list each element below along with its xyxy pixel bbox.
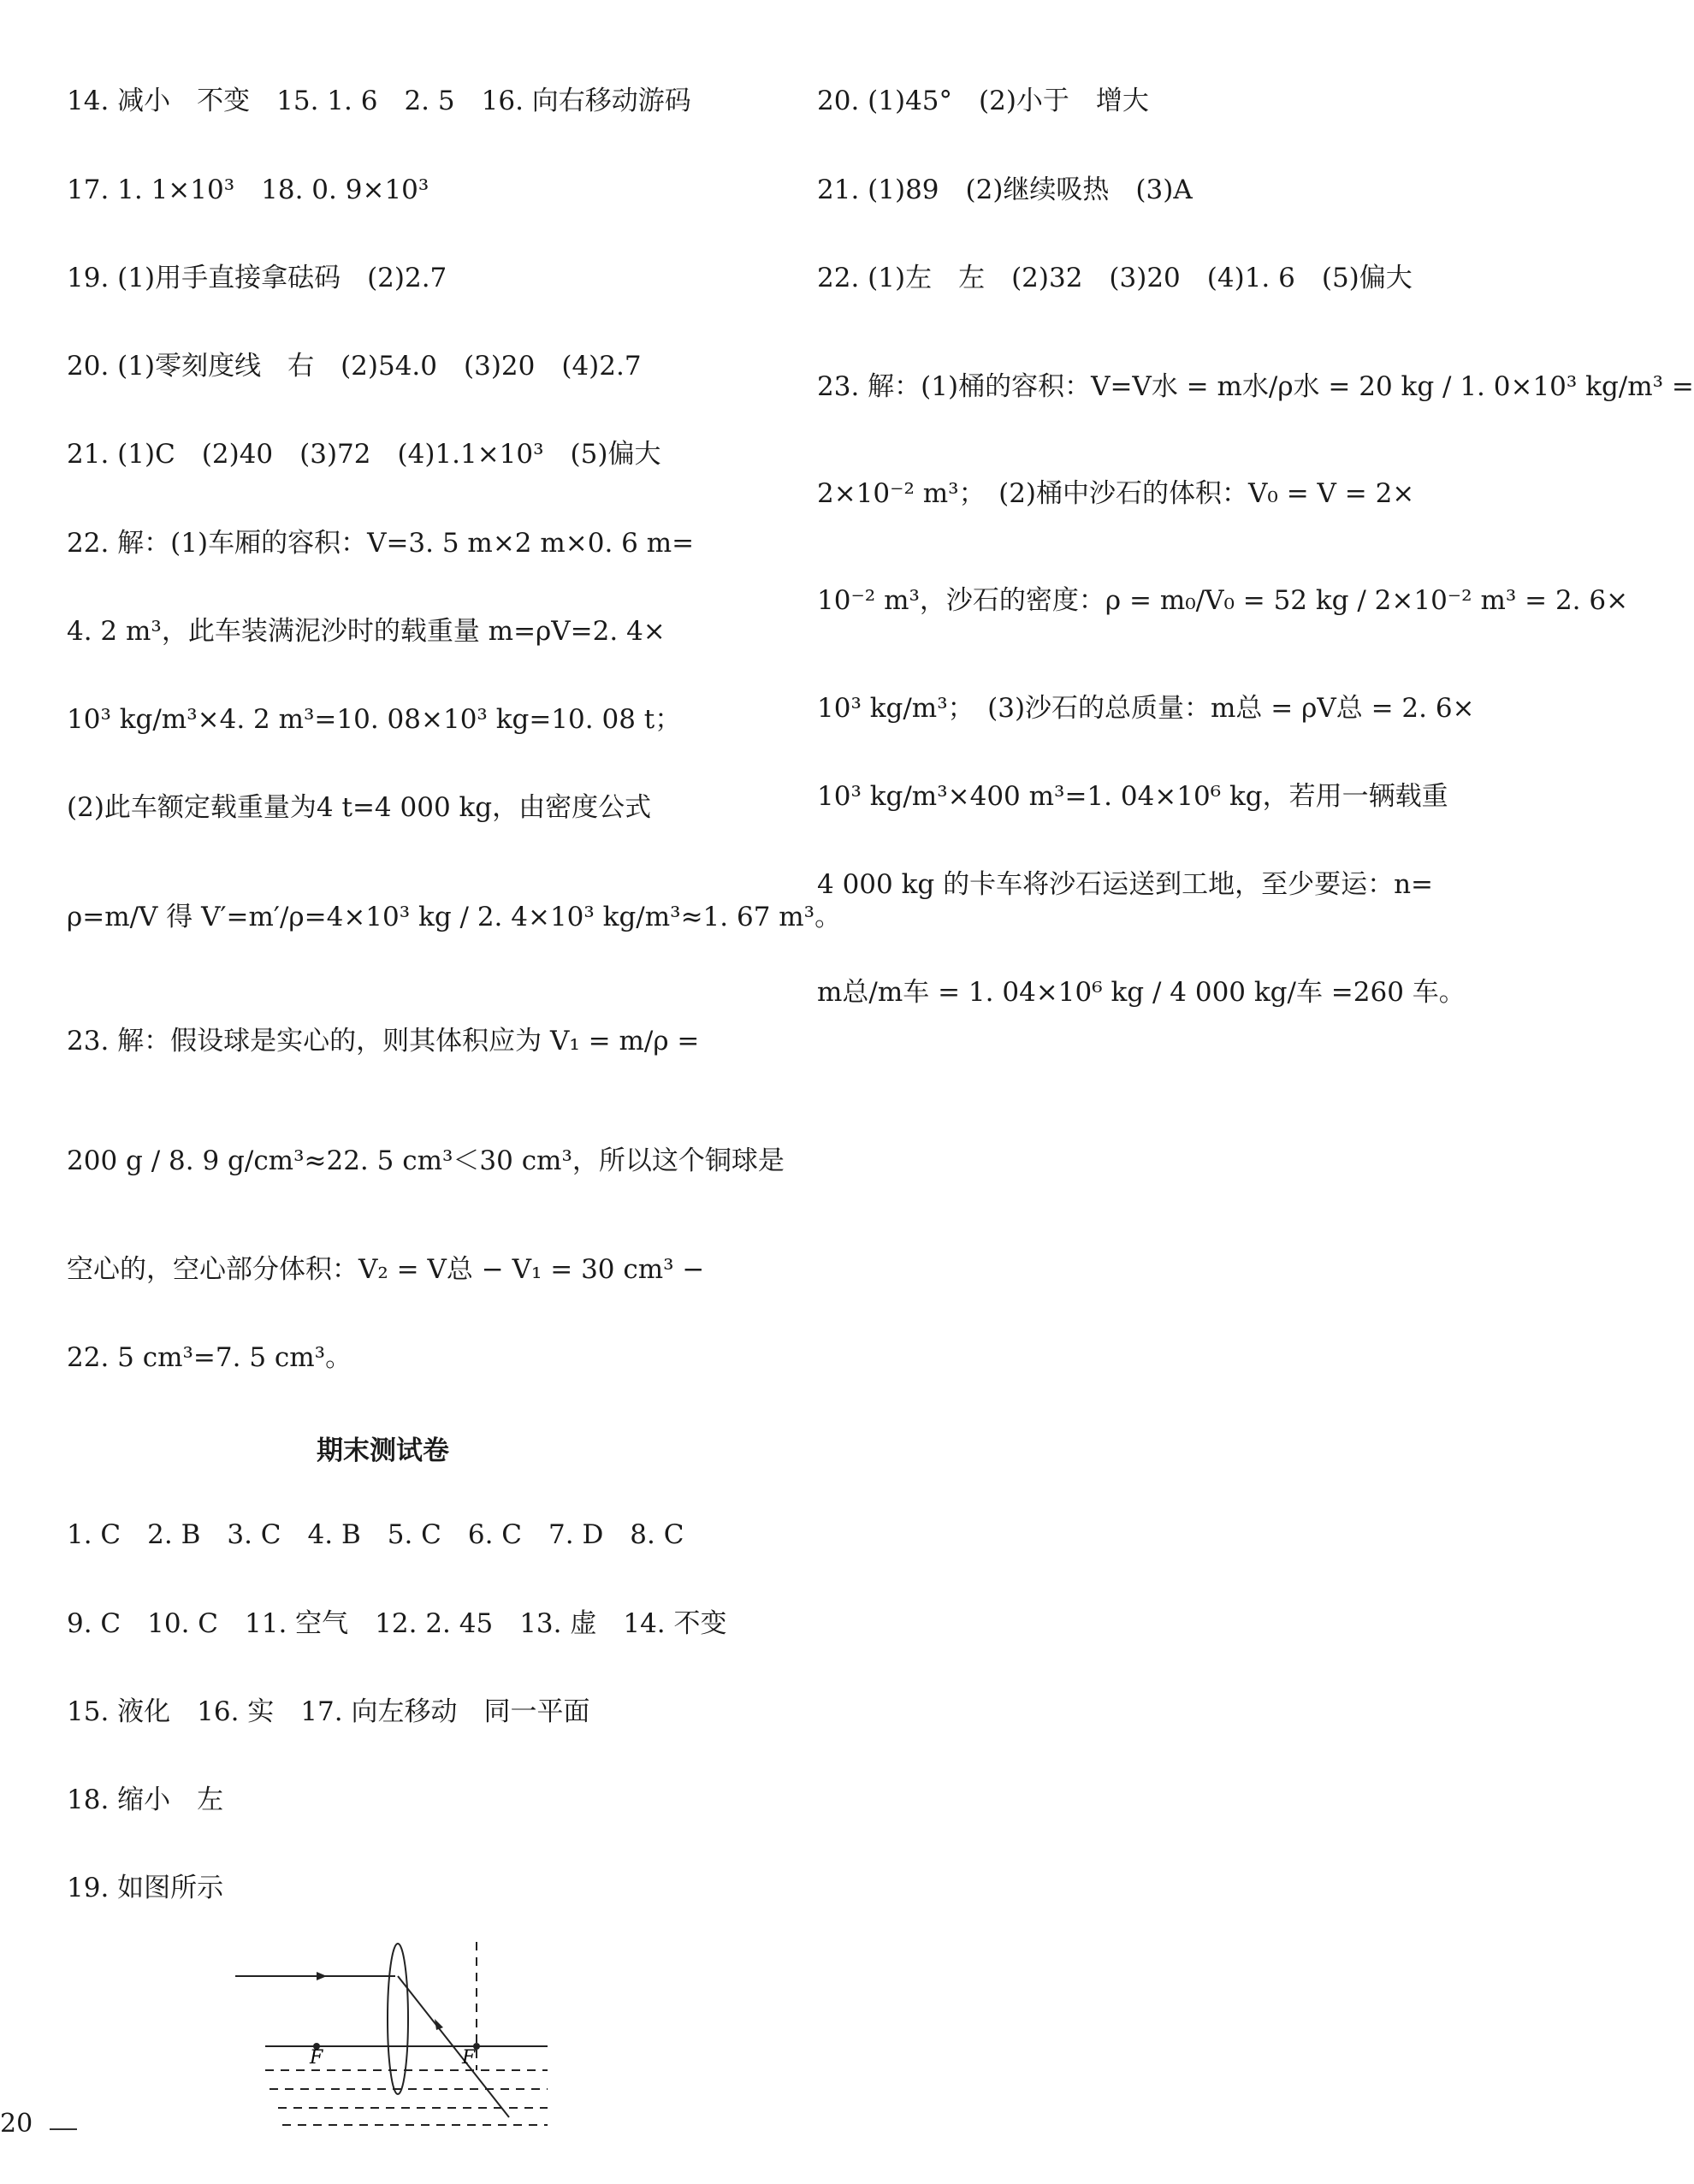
answer-line: 21. (1)89 (2)继续吸热 (3)A — [817, 175, 1193, 205]
answer-line: 20. (1)零刻度线 右 (2)54.0 (3)20 (4)2.7 — [67, 351, 642, 382]
answer-line: 19. (1)用手直接拿砝码 (2)2.7 — [67, 263, 447, 293]
solution-line: m总/m车 = 1. 04×10⁶ kg / 4 000 kg/车 =260 车。 — [817, 977, 1466, 1008]
convex-lens — [388, 1944, 408, 2094]
solution-line: 22. 5 cm³=7. 5 cm³。 — [67, 1342, 352, 1373]
arrow-icon — [435, 2019, 443, 2030]
solution-line: 22. 解：(1)车厢的容积：V=3. 5 m×2 m×0. 6 m= — [67, 528, 695, 559]
solution-line: 200 g / 8. 9 g/cm³≈22. 5 cm³＜30 cm³，所以这个铜球是 — [67, 1145, 785, 1176]
solution-line: 23. 解：(1)桶的容积：V=V水 = m水/ρ水 = 20 kg / 1. 0×10³ kg/m³ = — [817, 371, 1694, 402]
page-number: 20 — [0, 2109, 33, 2139]
answer-line: 1. C 2. B 3. C 4. B 5. C 6. C 7. D 8. C — [67, 1519, 684, 1550]
solution-line: 2×10⁻² m³； (2)桶中沙石的体积：V₀ = V = 2× — [817, 478, 1415, 509]
solution-line: 10⁻² m³，沙石的密度：ρ = m₀/V₀ = 52 kg / 2×10⁻² m³ = 2. 6× — [817, 585, 1629, 616]
solution-line: 10³ kg/m³； (3)沙石的总质量：m总 = ρV总 = 2. 6× — [817, 693, 1475, 724]
answer-line: 19. 如图所示 — [67, 1873, 224, 1903]
section-heading: 期末测试卷 — [317, 1435, 449, 1466]
answer-line: 21. (1)C (2)40 (3)72 (4)1.1×10³ (5)偏大 — [67, 439, 661, 470]
solution-line: 10³ kg/m³×400 m³=1. 04×10⁶ kg，若用一辆载重 — [817, 781, 1448, 812]
lens-diagram — [231, 1942, 556, 2130]
solution-line: (2)此车额定载重量为4 t=4 000 kg，由密度公式 — [67, 792, 652, 823]
answer-line: 20. (1)45° (2)小于 增大 — [817, 86, 1149, 116]
solution-line: 10³ kg/m³×4. 2 m³=10. 08×10³ kg=10. 08 t； — [67, 704, 682, 735]
solution-line: 4 000 kg 的卡车将沙石运送到工地，至少要运：n= — [817, 869, 1434, 900]
solution-line: 空心的，空心部分体积：V₂ = V总 − V₁ = 30 cm³ − — [67, 1254, 705, 1285]
answer-line: 17. 1. 1×10³ 18. 0. 9×10³ — [67, 175, 429, 205]
answer-line: 18. 缩小 左 — [67, 1784, 224, 1815]
arrow-icon — [317, 1972, 327, 1980]
solution-line: 4. 2 m³，此车装满泥沙时的载重量 m=ρV=2. 4× — [67, 616, 666, 647]
answer-line: 22. (1)左 左 (2)32 (3)20 (4)1. 6 (5)偏大 — [817, 263, 1413, 293]
focal-label: F — [310, 2047, 323, 2069]
focal-label: F — [462, 2047, 476, 2069]
answer-line: 9. C 10. C 11. 空气 12. 2. 45 13. 虚 14. 不变 — [67, 1608, 727, 1639]
page-number-dash — [50, 2128, 77, 2130]
solution-line: ρ=m/V 得 V′=m′/ρ=4×10³ kg / 2. 4×10³ kg/m³≈1. 67 m³。 — [67, 902, 842, 932]
answer-line: 14. 减小 不变 15. 1. 6 2. 5 16. 向右移动游码 — [67, 86, 691, 116]
solution-line: 23. 解：假设球是实心的，则其体积应为 V₁ = m/ρ = — [67, 1026, 700, 1056]
answer-line: 15. 液化 16. 实 17. 向左移动 同一平面 — [67, 1696, 590, 1727]
